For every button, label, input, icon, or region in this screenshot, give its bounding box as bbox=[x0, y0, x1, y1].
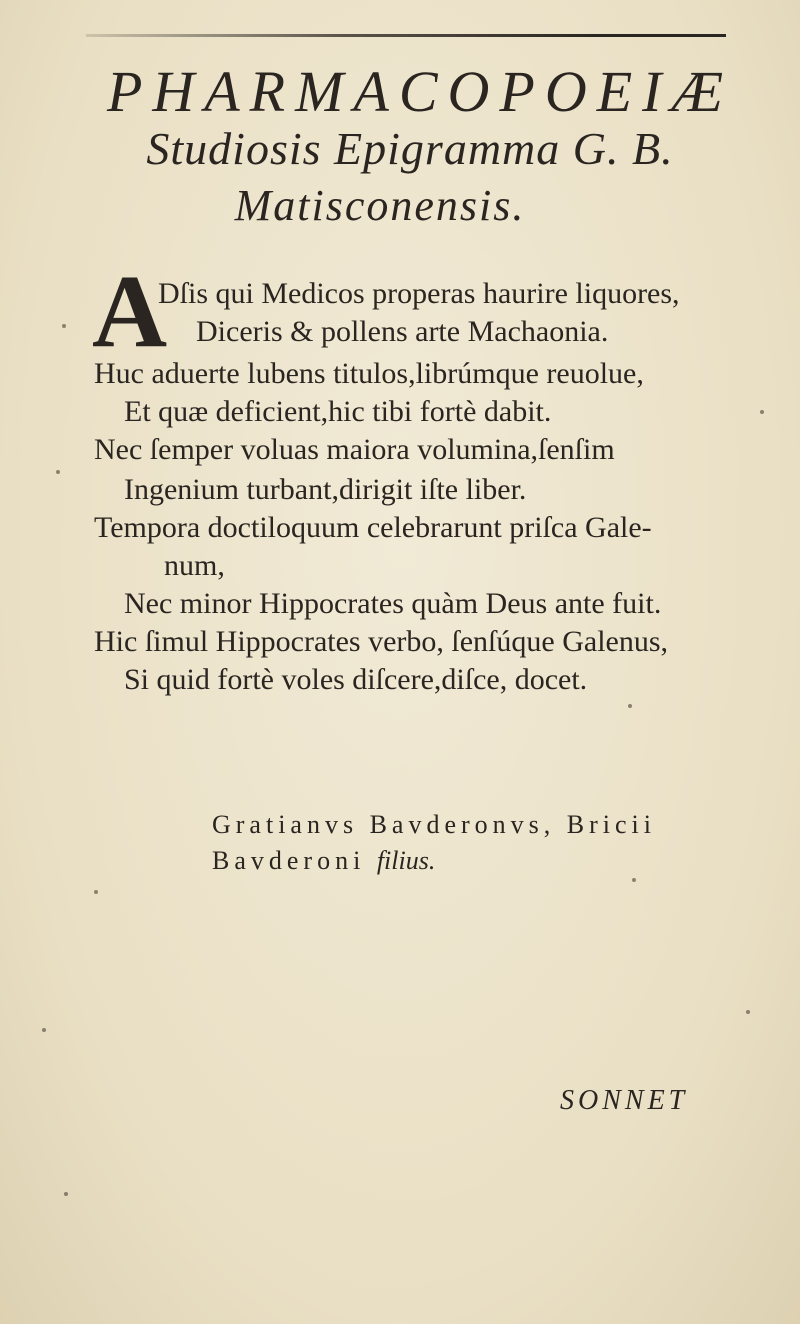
poem-line: Huc aduerte lubens titulos,librúmque reuolue, bbox=[94, 357, 644, 390]
poem-line: Diceris & pollens arte Machaonia. bbox=[196, 315, 609, 348]
poem-line: Ingenium turbant,dirigit iſte liber. bbox=[124, 473, 527, 506]
top-rule bbox=[86, 34, 726, 37]
signature-name: Bavderoni bbox=[212, 846, 366, 875]
ink-speck bbox=[64, 1192, 68, 1196]
poem-line: Nec ſemper voluas maiora volumina,ſenſim bbox=[94, 433, 615, 466]
title-line-2: Studiosis Epigramma G. B. bbox=[146, 123, 674, 174]
catchword: SONNET bbox=[560, 1085, 689, 1116]
ink-speck bbox=[632, 878, 636, 882]
signature-filius: filius. bbox=[376, 846, 436, 875]
poem-line: Nec minor Hippocrates quàm Deus ante fuit. bbox=[124, 587, 662, 620]
title-line-3: Matisconensis. bbox=[234, 181, 526, 230]
poem-line: Dſis qui Medicos properas haurire liquores, bbox=[158, 277, 680, 310]
poem-line: Tempora doctiloquum celebrarunt priſca Gale- bbox=[94, 511, 652, 544]
ink-speck bbox=[94, 890, 98, 894]
ink-speck bbox=[746, 1010, 750, 1014]
poem-line: Hic ſimul Hippocrates verbo, ſenſúque Galenus, bbox=[94, 625, 669, 658]
signature-line-1: Gratianvs Bavderonvs, Bricii bbox=[212, 810, 656, 839]
poem-line: Et quæ deficient,hic tibi fortè dabit. bbox=[124, 395, 552, 428]
signature-line-2 bbox=[212, 846, 435, 876]
ink-speck bbox=[62, 324, 66, 328]
poem-line: Si quid fortè voles diſcere,diſce, docet. bbox=[124, 663, 588, 696]
title-line-1: PHARMACOPOEIÆ bbox=[106, 59, 734, 124]
ink-speck bbox=[760, 410, 764, 414]
ink-speck bbox=[628, 704, 632, 708]
drop-capital: A bbox=[92, 254, 168, 369]
poem-line: num, bbox=[164, 549, 225, 582]
ink-speck bbox=[56, 470, 60, 474]
ink-speck bbox=[42, 1028, 46, 1032]
